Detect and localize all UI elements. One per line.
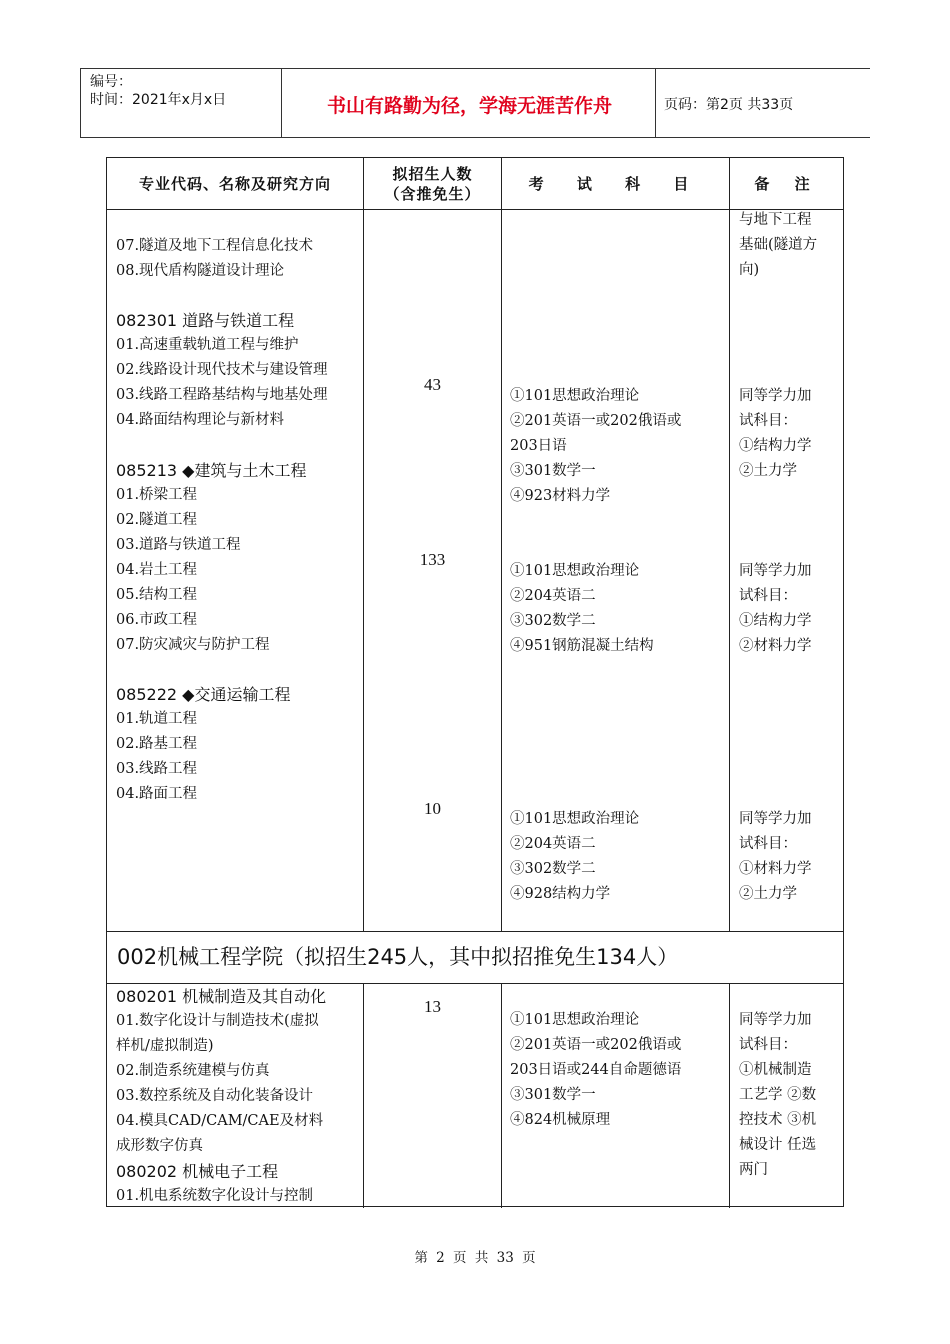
direction-item: 样机/虚拟制造): [116, 1038, 214, 1054]
remark-line: ①材料力学: [739, 861, 812, 877]
remark-cell: [739, 559, 812, 659]
table-col-rule: [501, 158, 502, 931]
remark-line: ①结构力学: [739, 438, 812, 454]
col-header-quota-line2: （含推免生）: [384, 184, 481, 203]
direction-item: 01.高速重载轨道工程与维护: [116, 337, 299, 353]
subjects-cell: [510, 807, 639, 907]
remark-cell: [739, 1008, 816, 1183]
remark-line: ②土力学: [739, 463, 797, 479]
direction-item: 03.道路与铁道工程: [116, 537, 241, 553]
remark-cell: [739, 807, 812, 907]
col-header-subjects: 考 试 科 目: [528, 174, 703, 193]
subject-line: ③301数学一: [510, 463, 596, 479]
remark-line: 工艺学 ②数: [739, 1087, 817, 1103]
subject-line: ④951钢筋混凝土结构: [510, 638, 654, 654]
page-header: [80, 68, 870, 138]
table-col-rule: [729, 983, 730, 1208]
remark-line: 试科目：: [739, 836, 797, 852]
remark-line: 械设计 任选: [739, 1137, 817, 1153]
subject-line: ①101思想政治理论: [510, 388, 640, 404]
remark-line: 试科目：: [739, 588, 797, 604]
header-motto: 书山有路勤为径，学海无涯苦作舟: [326, 95, 612, 117]
direction-item: 成形数字仿真: [116, 1138, 203, 1154]
col-header-major: 专业代码、名称及研究方向: [138, 174, 331, 193]
direction-item: 07.防灾减灾与防护工程: [116, 637, 270, 653]
subject-line: 203日语或244自命题德语: [510, 1062, 682, 1078]
col-header-remarks: 备 注: [754, 174, 820, 193]
remark-cell: [739, 384, 812, 484]
direction-item: 06.市政工程: [116, 612, 198, 628]
remark-line: 向): [739, 262, 760, 278]
direction-item: 02.路基工程: [116, 736, 198, 752]
direction-item: 04.路面工程: [116, 786, 198, 802]
direction-item: 03.数控系统及自动化装备设计: [116, 1088, 314, 1104]
major-block: [116, 984, 326, 1209]
subject-line: ③301数学一: [510, 1087, 596, 1103]
document-number-label: 编号：: [90, 74, 132, 90]
table-col-rule: [501, 983, 502, 1208]
subjects-cell: [510, 384, 681, 509]
direction-item: 02.线路设计现代技术与建设管理: [116, 362, 328, 378]
remark-line: 同等学力加: [739, 388, 812, 404]
col-header-quota-line1: 拟招生人数: [392, 164, 473, 183]
direction-item: 08.现代盾构隧道设计理论: [116, 263, 285, 279]
page-footer: 第 2 页 共 33 页: [414, 1250, 536, 1266]
quota-value: 13: [424, 997, 441, 1016]
major-title: 085222 ◆交通运输工程: [116, 685, 291, 704]
admissions-table: [106, 157, 844, 1207]
quota-value: 10: [424, 799, 441, 818]
direction-item: 01.轨道工程: [116, 711, 198, 727]
subject-line: ④928结构力学: [510, 886, 611, 902]
subject-line: ①101思想政治理论: [510, 1012, 640, 1028]
college-section-title: 002机械工程学院（拟招生245人，其中拟招推免生134人）: [117, 945, 679, 969]
subject-line: ②204英语二: [510, 588, 596, 604]
direction-item: 04.岩土工程: [116, 562, 198, 578]
direction-item: 01.桥梁工程: [116, 487, 198, 503]
direction-item: 05.结构工程: [116, 587, 198, 603]
direction-item: 03.线路工程: [116, 761, 198, 777]
remark-line: 两门: [739, 1162, 768, 1178]
header-meta: [90, 73, 226, 109]
subject-line: ④824机械原理: [510, 1112, 611, 1128]
remark-line: 控技术 ③机: [739, 1112, 817, 1128]
direction-item: 02.制造系统建模与仿真: [116, 1063, 270, 1079]
direction-item: 04.模具CAD/CAM/CAE及材料: [116, 1113, 324, 1129]
col-header-quota: [364, 158, 501, 209]
table-col-rule: [729, 158, 730, 931]
remark-line: 同等学力加: [739, 1012, 812, 1028]
remark-line: 同等学力加: [739, 563, 812, 579]
subject-line: ②201英语一或202俄语或: [510, 1037, 682, 1053]
major-block: [116, 458, 306, 658]
header-divider: [80, 69, 81, 137]
subjects-cell: [510, 1008, 681, 1133]
direction-item: 03.线路工程路基结构与地基处理: [116, 387, 328, 403]
major-title: 080202 机械电子工程: [116, 1162, 279, 1181]
header-page-info: 页码：第2页 共33页: [664, 97, 794, 113]
major-title: 082301 道路与铁道工程: [116, 311, 295, 330]
table-header-rule: [107, 209, 843, 210]
document-time: 时间：2021年x月x日: [90, 92, 227, 108]
remark-line: 基础(隧道方: [739, 237, 818, 253]
subject-line: ④923材料力学: [510, 488, 611, 504]
major-title: 085213 ◆建筑与土木工程: [116, 461, 307, 480]
direction-item: 01.机电系统数字化设计与控制: [116, 1188, 314, 1204]
direction-item: 07.隧道及地下工程信息化技术: [116, 238, 314, 254]
subject-line: ①101思想政治理论: [510, 811, 640, 827]
remark-line: ①机械制造: [739, 1062, 812, 1078]
remark-line: 同等学力加: [739, 811, 812, 827]
quota-value: 43: [424, 375, 441, 394]
subject-line: ③302数学二: [510, 861, 596, 877]
subject-line: ②201英语一或202俄语或: [510, 413, 682, 429]
header-divider: [281, 69, 282, 137]
remark-line: 与地下工程: [739, 212, 812, 228]
subject-line: ②204英语二: [510, 836, 596, 852]
major-block: [116, 308, 328, 433]
remark-line: ②材料力学: [739, 638, 812, 654]
remark-cell: [739, 208, 817, 283]
remark-line: ①结构力学: [739, 613, 812, 629]
direction-item: 01.数字化设计与制造技术(虚拟: [116, 1013, 319, 1029]
direction-item: 04.路面结构理论与新材料: [116, 412, 285, 428]
remark-line: 试科目：: [739, 413, 797, 429]
quota-value: 133: [419, 550, 446, 569]
direction-item: 02.隧道工程: [116, 512, 198, 528]
major-block: [116, 682, 290, 807]
subject-line: ①101思想政治理论: [510, 563, 640, 579]
table-row-rule: [107, 931, 843, 932]
major-title: 080201 机械制造及其自动化: [116, 987, 327, 1006]
remark-line: 试科目：: [739, 1037, 797, 1053]
direction-list: [116, 234, 313, 284]
subject-line: 203日语: [510, 438, 567, 454]
subjects-cell: [510, 559, 654, 659]
remark-line: ②土力学: [739, 886, 797, 902]
subject-line: ③302数学二: [510, 613, 596, 629]
